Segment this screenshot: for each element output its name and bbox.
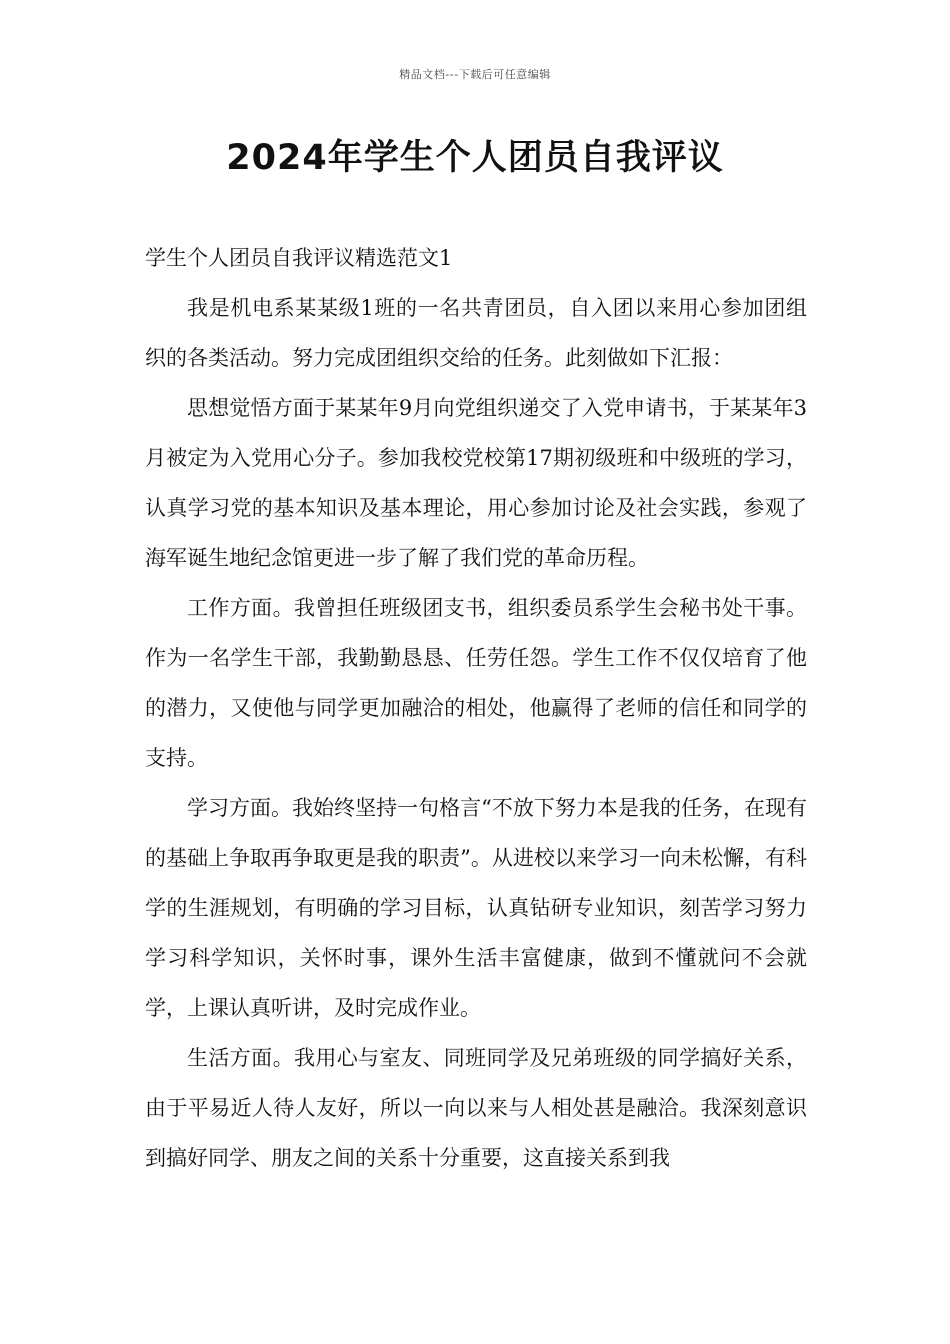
paragraph-work: 工作方面。我曾担任班级团支书，组织委员系学生会秘书处干事。作为一名学生干部，我勤勤恳恳、任劳任怨。学生工作不仅仅培育了他的潜力，又使他与同学更加融洽的相处，他赢得了老师的信任和同学的支持。 (145, 596, 807, 770)
header-note: 精品文档---下载后可任意编辑 (399, 68, 551, 81)
section-heading: 学生个人团员自我评议精选范文1 (145, 246, 453, 270)
paragraph-study: 学习方面。我始终坚持一句格言“不放下努力本是我的任务，在现有的基础上争取再争取更是我的职责”。从进校以来学习一向未松懈，有科学的生涯规划，有明确的学习目标，认真钻研专业知识，刻苦学习努力学习科学知识，关怀时事，课外生活丰富健康，做到不懂就问不会就学，上课认真听讲，及时完成作业。 (145, 796, 807, 1020)
paragraph-intro: 我是机电系某某级1班的一名共青团员，自入团以来用心参加团组织的各类活动。努力完成团组织交给的任务。此刻做如下汇报： (145, 296, 807, 370)
paragraph-life: 生活方面。我用心与室友、同班同学及兄弟班级的同学搞好关系，由于平易近人待人友好，所以一向以来与人相处甚是融洽。我深刻意识到搞好同学、朋友之间的关系十分重要，这直接关系到我 (145, 1046, 807, 1170)
paragraph-ideology: 思想觉悟方面于某某年9月向党组织递交了入党申请书，于某某年3月被定为入党用心分子。参加我校党校第17期初级班和中级班的学习，认真学习党的基本知识及基本理论，用心参加讨论及社会实践，参观了海军诞生地纪念馆更进一步了解了我们党的革命历程。 (145, 396, 807, 570)
document-body (145, 233, 807, 1183)
document-title: 2024年学生个人团员自我评议 (226, 138, 724, 178)
